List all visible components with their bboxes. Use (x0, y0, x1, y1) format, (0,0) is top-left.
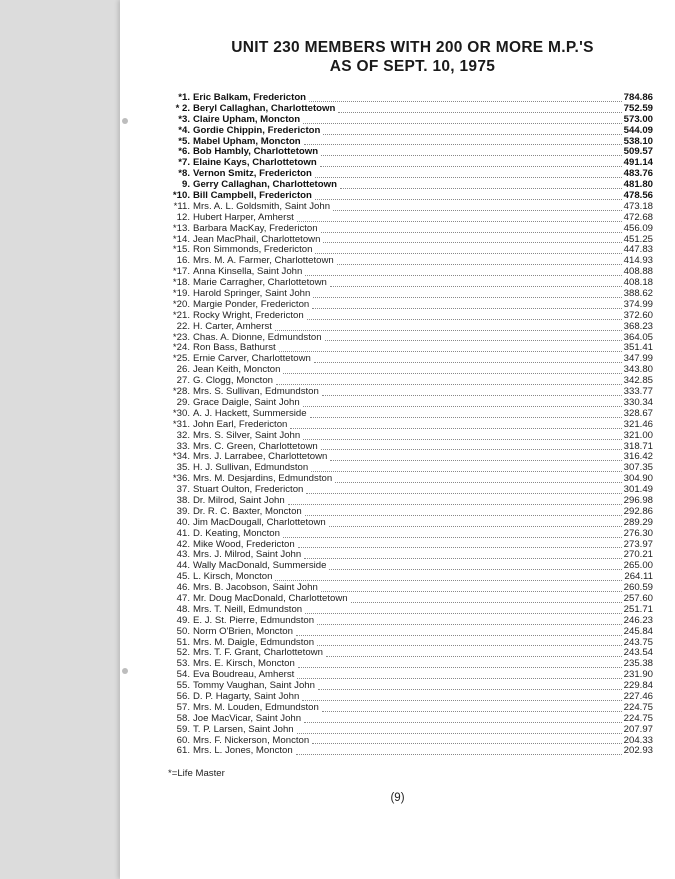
master-points: 265.00 (623, 560, 653, 572)
member-name: Anna Kinsella, Saint John (193, 266, 303, 278)
dot-leader (298, 547, 622, 548)
master-points: 270.21 (623, 549, 653, 561)
master-points: 414.93 (623, 255, 653, 267)
master-points: 351.41 (623, 342, 653, 354)
rank-number: *23. (172, 331, 190, 343)
master-points: 229.84 (623, 680, 653, 692)
life-master-footnote: *=Life Master (168, 768, 225, 779)
member-name: Marie Carragher, Charlottetown (193, 277, 327, 289)
master-points: 544.09 (623, 124, 653, 136)
member-name: Mrs. M. Louden, Edmundston (193, 701, 319, 713)
member-name: Mrs. A. L. Goldsmith, Saint John (193, 200, 331, 212)
list-item (168, 627, 653, 638)
member-name: Mrs. M. A. Farmer, Charlottetown (193, 255, 334, 267)
rank-number: *36. (172, 473, 190, 485)
rank-number: *4. (178, 124, 190, 136)
rank-number: *25. (172, 353, 190, 365)
master-points: 509.57 (623, 146, 653, 158)
master-points: 328.67 (623, 407, 653, 419)
dot-leader (330, 460, 621, 461)
rank-number: 49. (176, 614, 190, 626)
dot-leader (304, 722, 622, 723)
rank-number: *10. (172, 190, 190, 202)
rank-number: 45. (176, 571, 190, 583)
dot-leader (297, 733, 622, 734)
list-item (168, 224, 653, 235)
dot-leader (303, 406, 622, 407)
master-points: 316.42 (623, 451, 653, 463)
member-name: Elaine Kays, Charlottetown (193, 157, 317, 169)
rank-number: *19. (172, 288, 190, 300)
rank-number: 52. (176, 647, 190, 659)
rank-number: 40. (176, 516, 190, 528)
rank-number: 59. (176, 723, 190, 735)
member-name: Claire Upham, Moncton (193, 113, 301, 125)
master-points: 456.09 (623, 222, 653, 234)
dot-leader (303, 439, 621, 440)
master-points: 364.05 (623, 331, 653, 343)
member-name: Ron Bass, Bathurst (193, 342, 276, 354)
dot-leader (288, 504, 622, 505)
master-points: 408.88 (623, 266, 653, 278)
master-points: 473.18 (623, 200, 653, 212)
dot-leader (305, 275, 621, 276)
dot-leader (338, 112, 621, 113)
master-points: 202.93 (623, 745, 653, 757)
dot-leader (303, 123, 622, 124)
rank-number: 43. (176, 549, 190, 561)
rank-number: *15. (172, 244, 190, 256)
member-name: Rocky Wright, Fredericton (193, 309, 304, 321)
list-item (168, 420, 653, 431)
dot-leader (279, 351, 622, 352)
member-name: Norm O'Brien, Moncton (193, 625, 293, 637)
master-points: 301.49 (623, 484, 653, 496)
master-points: 347.99 (623, 353, 653, 365)
list-item (168, 431, 653, 442)
member-name: Mrs. C. Green, Charlottetown (193, 440, 318, 452)
member-name: Chas. A. Dionne, Edmundston (193, 331, 322, 343)
master-points: 227.46 (623, 690, 653, 702)
member-name: Bob Hambly, Charlottetown (193, 146, 319, 158)
master-points: 481.80 (623, 179, 653, 191)
dot-leader (321, 232, 622, 233)
rank-number: 27. (176, 375, 190, 387)
member-name: L. Kirsch, Moncton (193, 571, 273, 583)
member-name: Mrs. F. Nickerson, Moncton (193, 734, 310, 746)
master-points: 235.38 (623, 658, 653, 670)
rank-number: *6. (178, 146, 190, 158)
dot-leader (312, 743, 621, 744)
dot-leader (311, 471, 621, 472)
master-points: 321.00 (623, 429, 653, 441)
master-points: 374.99 (623, 298, 653, 310)
master-points: 243.75 (623, 636, 653, 648)
master-points: 307.35 (623, 462, 653, 474)
member-name: Mrs. E. Kirsch, Moncton (193, 658, 295, 670)
member-name: Mabel Upham, Moncton (193, 135, 301, 147)
dot-leader (314, 362, 622, 363)
rank-number: *24. (172, 342, 190, 354)
master-points: 343.80 (623, 364, 653, 376)
member-name: Eva Boudreau, Amherst (193, 669, 295, 681)
rank-number: *21. (172, 309, 190, 321)
dot-leader (296, 754, 622, 755)
dot-leader (307, 319, 622, 320)
rank-number: 58. (176, 712, 190, 724)
rank-number: 47. (176, 592, 190, 604)
rank-number: 56. (176, 690, 190, 702)
dot-leader (351, 602, 622, 603)
member-name: Mrs. B. Jacobson, Saint John (193, 582, 318, 594)
dot-leader (329, 569, 621, 570)
rank-number: 57. (176, 701, 190, 713)
master-points: 231.90 (623, 669, 653, 681)
rank-number: 26. (176, 364, 190, 376)
dot-leader (312, 308, 621, 309)
binder-hole-mark (122, 668, 128, 674)
master-points: 368.23 (623, 320, 653, 332)
rank-number: *17. (172, 266, 190, 278)
master-points: 264.11 (624, 571, 653, 583)
member-name: H. J. Sullivan, Edmundston (193, 462, 309, 474)
rank-number: 32. (176, 429, 190, 441)
rank-number: *18. (172, 277, 190, 289)
master-points: 478.56 (623, 190, 653, 202)
dot-leader (323, 134, 621, 135)
rank-number: 42. (176, 538, 190, 550)
dot-leader (310, 417, 622, 418)
title-line-1: UNIT 230 MEMBERS WITH 200 OR MORE M.P.'S (231, 39, 594, 56)
rank-number: 44. (176, 560, 190, 572)
list-item (168, 126, 653, 137)
dot-leader (325, 340, 622, 341)
master-points: 243.54 (623, 647, 653, 659)
dot-leader (283, 537, 622, 538)
dot-leader (305, 613, 622, 614)
master-points: 408.18 (623, 277, 653, 289)
rank-number: *30. (172, 407, 190, 419)
master-points: 246.23 (623, 614, 653, 626)
rank-number: 53. (176, 658, 190, 670)
dot-leader (317, 645, 622, 646)
document-page (120, 0, 675, 879)
dot-leader (297, 221, 622, 222)
binder-hole-mark (122, 118, 128, 124)
member-name: Jean Keith, Moncton (193, 364, 281, 376)
rank-number: *1. (178, 92, 190, 103)
rank-number: 33. (176, 440, 190, 452)
list-item (168, 725, 653, 736)
master-points: 752.59 (623, 102, 653, 114)
dot-leader (313, 297, 621, 298)
member-name: Mr. Doug MacDonald, Charlottetown (193, 592, 348, 604)
master-points: 224.75 (623, 701, 653, 713)
rank-number: *14. (172, 233, 190, 245)
members-list (168, 93, 653, 757)
member-name: E. J. St. Pierre, Edmundston (193, 614, 315, 626)
member-name: D. P. Hagarty, Saint John (193, 690, 300, 702)
master-points: 491.14 (623, 157, 653, 169)
member-name: Mrs. J. Milrod, Saint John (193, 549, 302, 561)
rank-number: *34. (172, 451, 190, 463)
member-name: Dr. Milrod, Saint John (193, 494, 285, 506)
dot-leader (323, 242, 621, 243)
member-name: H. Carter, Amherst (193, 320, 272, 332)
dot-leader (275, 330, 622, 331)
master-points: 573.00 (623, 113, 653, 125)
member-name: Tommy Vaughan, Saint John (193, 680, 315, 692)
dot-leader (315, 253, 621, 254)
rank-number: 46. (176, 582, 190, 594)
master-points: 342.85 (623, 375, 653, 387)
master-points: 372.60 (623, 309, 653, 321)
dot-leader (321, 449, 622, 450)
dot-leader (320, 166, 622, 167)
master-points: 784.86 (623, 92, 653, 103)
master-points: 204.33 (623, 734, 653, 746)
rank-number: *13. (172, 222, 190, 234)
master-points: 245.84 (623, 625, 653, 637)
rank-number: 16. (176, 255, 190, 267)
dot-leader (315, 177, 622, 178)
dot-leader (333, 210, 622, 211)
master-points: 538.10 (623, 135, 653, 147)
rank-number: 60. (176, 734, 190, 746)
member-name: Eric Balkam, Fredericton (193, 92, 307, 103)
rank-number: 22. (176, 320, 190, 332)
member-name: A. J. Hackett, Summerside (193, 407, 307, 419)
dot-leader (337, 264, 622, 265)
dot-leader (297, 678, 621, 679)
rank-number: 29. (176, 396, 190, 408)
member-name: Bill Campbell, Fredericton (193, 190, 312, 202)
master-points: 318.71 (623, 440, 653, 452)
rank-number: 61. (176, 745, 190, 757)
member-name: Mrs. M. Desjardins, Edmundston (193, 473, 333, 485)
member-name: Mrs. J. Larrabee, Charlottetown (193, 451, 328, 463)
dot-leader (304, 558, 621, 559)
master-points: 289.29 (623, 516, 653, 528)
dot-leader (305, 515, 622, 516)
member-name: Grace Daigle, Saint John (193, 396, 300, 408)
rank-number: 54. (176, 669, 190, 681)
dot-leader (317, 624, 622, 625)
rank-number: 41. (176, 527, 190, 539)
member-name: Mrs. L. Jones, Moncton (193, 745, 293, 757)
list-item (168, 529, 653, 540)
member-name: Harold Springer, Saint John (193, 288, 311, 300)
rank-number: * 2. (175, 102, 190, 114)
member-name: Joe MacVicar, Saint John (193, 712, 302, 724)
rank-number: 9. (181, 179, 190, 191)
list-item (168, 746, 653, 757)
rank-number: *7. (178, 157, 190, 169)
member-name: Beryl Callaghan, Charlottetown (193, 102, 336, 114)
member-name: Jim MacDougall, Charlottetown (193, 516, 326, 528)
rank-number: *20. (172, 298, 190, 310)
rank-number: *11. (173, 200, 190, 212)
dot-leader (309, 101, 622, 102)
master-points: 304.90 (623, 473, 653, 485)
member-name: Wally MacDonald, Summerside (193, 560, 327, 572)
rank-number: 12. (176, 211, 190, 223)
member-name: G. Clogg, Moncton (193, 375, 273, 387)
rank-number: *3. (178, 113, 190, 125)
member-name: Gordie Chippin, Fredericton (193, 124, 321, 136)
master-points: 207.97 (623, 723, 653, 735)
list-item (168, 518, 653, 529)
master-points: 273.97 (623, 538, 653, 550)
member-name: Vernon Smitz, Fredericton (193, 168, 312, 180)
master-points: 296.98 (623, 494, 653, 506)
title-line-2: AS OF SEPT. 10, 1975 (329, 58, 496, 75)
dot-leader (276, 384, 622, 385)
master-points: 451.25 (623, 233, 653, 245)
rank-number: 39. (176, 505, 190, 517)
dot-leader (296, 635, 622, 636)
master-points: 251.71 (623, 603, 653, 615)
rank-number: 50. (176, 625, 190, 637)
master-points: 276.30 (623, 527, 653, 539)
master-points: 260.59 (623, 582, 653, 594)
page-number: (9) (390, 792, 405, 804)
rank-number: *31. (172, 418, 190, 430)
dot-leader (340, 188, 622, 189)
dot-leader (330, 286, 622, 287)
dot-leader (322, 711, 622, 712)
dot-leader (283, 373, 621, 374)
master-points: 333.77 (623, 386, 653, 398)
rank-number: *5. (178, 135, 190, 147)
member-name: T. P. Larsen, Saint John (193, 723, 294, 735)
master-points: 388.62 (623, 288, 653, 300)
member-name: Mike Wood, Fredericton (193, 538, 295, 550)
member-name: Stuart Oulton, Fredericton (193, 484, 304, 496)
member-name: Dr. R. C. Baxter, Moncton (193, 505, 302, 517)
dot-leader (302, 700, 621, 701)
rank-number: 37. (176, 484, 190, 496)
rank-number: 35. (176, 462, 190, 474)
member-name: Ron Simmonds, Fredericton (193, 244, 313, 256)
dot-leader (275, 580, 622, 581)
master-points: 257.60 (623, 592, 653, 604)
rank-number: 38. (176, 494, 190, 506)
member-name: Mrs. T. Neill, Edmundston (193, 603, 303, 615)
member-name: John Earl, Fredericton (193, 418, 288, 430)
dot-leader (290, 428, 621, 429)
member-name: Ernie Carver, Charlottetown (193, 353, 311, 365)
member-name: Mrs. S. Silver, Saint John (193, 429, 301, 441)
rank-number: 51. (176, 636, 190, 648)
dot-leader (326, 656, 622, 657)
rank-number: *28. (172, 386, 190, 398)
dot-leader (321, 591, 622, 592)
member-name: Mrs. T. F. Grant, Charlottetown (193, 647, 323, 659)
rank-number: 55. (176, 680, 190, 692)
dot-leader (335, 482, 622, 483)
dot-leader (315, 199, 622, 200)
member-name: D. Keating, Moncton (193, 527, 280, 539)
rank-number: *8. (178, 168, 190, 180)
master-points: 483.76 (623, 168, 653, 180)
member-name: Mrs. M. Daigle, Edmundston (193, 636, 315, 648)
master-points: 321.46 (623, 418, 653, 430)
member-name: Jean MacPhail, Charlottetown (193, 233, 321, 245)
dot-leader (318, 689, 622, 690)
dot-leader (306, 493, 621, 494)
master-points: 292.86 (623, 505, 653, 517)
dot-leader (321, 155, 622, 156)
member-name: Hubert Harper, Amherst (193, 211, 294, 223)
master-points: 472.68 (623, 211, 653, 223)
master-points: 447.83 (623, 244, 653, 256)
member-name: Margie Ponder, Fredericton (193, 298, 310, 310)
list-item (168, 322, 653, 333)
page-title (120, 38, 675, 76)
dot-leader (304, 144, 622, 145)
list-item (168, 616, 653, 627)
dot-leader (298, 667, 622, 668)
dot-leader (329, 526, 622, 527)
master-points: 330.34 (623, 396, 653, 408)
rank-number: 48. (176, 603, 190, 615)
master-points: 224.75 (623, 712, 653, 724)
member-name: Barbara MacKay, Fredericton (193, 222, 318, 234)
dot-leader (322, 395, 622, 396)
member-name: Gerry Callaghan, Charlottetown (193, 179, 337, 191)
member-name: Mrs. S. Sullivan, Edmundston (193, 386, 319, 398)
